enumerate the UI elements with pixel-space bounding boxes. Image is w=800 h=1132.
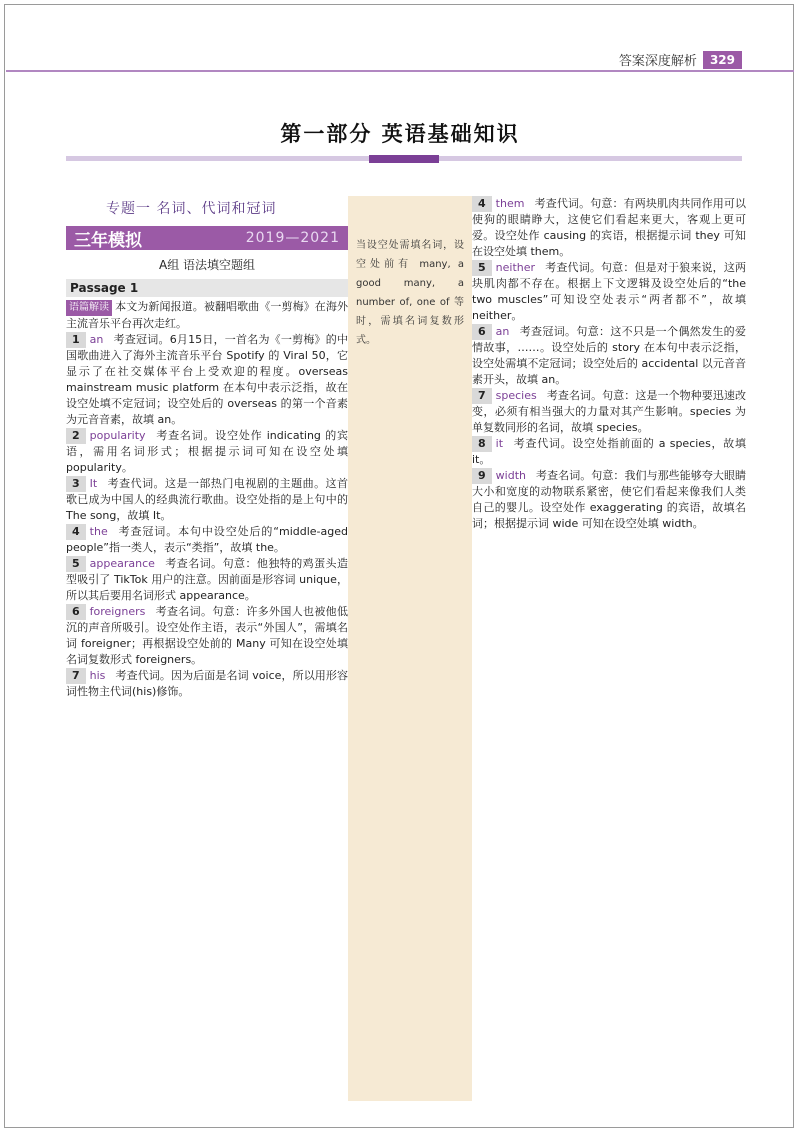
item-explanation: 考查代词。设空处指前面的 a species，故填 it。: [472, 437, 746, 466]
item-answer: his: [89, 669, 106, 682]
item-number: 2: [66, 428, 86, 444]
page-number: 329: [703, 51, 742, 69]
item-explanation: 考查代词。这是一部热门电视剧的主题曲。这首歌已成为中国人的经典流行歌曲。设空处指的是上句中的 The song，故填 It。: [66, 477, 348, 522]
section-banner: [66, 226, 348, 250]
header-rule: [6, 70, 794, 72]
item-answer: popularity: [89, 429, 146, 442]
item-explanation: 考查名词。句意：这是一个物种要迅速改变，必须有相当强大的力量对其产生影响。species 为单复数同形的名词，故填 species。: [472, 389, 746, 434]
intro-tag: 语篇解读: [66, 300, 112, 316]
group-title: A组 语法填空题组: [158, 258, 256, 272]
item-number: 5: [66, 556, 86, 572]
item-answer: it: [495, 437, 504, 450]
item-answer: species: [495, 389, 537, 402]
item-number: 6: [472, 324, 492, 340]
answer-item: [66, 556, 348, 604]
item-explanation: 考查名词。句意：他独特的鸡蛋头造型吸引了 TikTok 用户的注意。因前面是形容词 unique，所以其后要用名词形式 appearance。: [66, 557, 348, 602]
item-explanation: 考查名词。句意：我们与那些能够夸大眼睛大小和宽度的动物联系紧密，使它们看起来像我们人类自己的婴儿。设空处作 exaggerating 的宾语，故填名词；根据提示词 wide 可知在设空处填 width。: [472, 469, 746, 530]
item-explanation: 考查代词。句意：但是对于狼来说，这两块肌肉都不存在。根据上下文逻辑及设空处后的“the two muscles”可知设空处表示“两者都不”，故填 neither。: [472, 261, 746, 322]
answer-item: [66, 428, 348, 476]
answer-item: [66, 524, 348, 556]
answer-item: [66, 604, 348, 668]
item-explanation: 考查代词。句意：有两块肌肉共同作用可以使狗的眼睛睁大，这使它们看起来更大，客观上更可爱。设空处作 causing 的宾语，根据提示词 they 可知在设空处填 them。: [472, 197, 746, 258]
header-label: 答案深度解析: [618, 54, 697, 69]
answer-item: [472, 468, 746, 532]
item-explanation: 考查名词。句意：许多外国人也被他低沉的声音所吸引。设空处作主语，表示“外国人”，需填名词 foreigner；再根据设空处前的 Many 可知在设空处填名词复数形式 foreigners。: [66, 605, 348, 666]
item-explanation: 考查冠词。6月15日，一首名为《一剪梅》的中国歌曲进入了海外主流音乐平台 Spotify 的 Viral 50，它显示了在社交媒体平台上受欢迎的程度。overseas mainstream music platform 在本句中表示泛指，故在设空处填不定冠词；设空处后的 overseas 的第一个音素为元音音素，故填 an。: [66, 333, 348, 426]
margin-notes-column: [348, 196, 472, 1101]
passage-intro: [66, 299, 348, 332]
item-number: 9: [472, 468, 492, 484]
item-explanation: 考查冠词。本句中设空处后的“middle-aged people”指一类人，表示“类指”，故填 the。: [66, 525, 348, 554]
chapter-title: 第一部分 英语基础知识: [280, 121, 520, 146]
item-answer: appearance: [89, 557, 155, 570]
answer-item: [472, 388, 746, 436]
passage-title: Passage 1: [66, 279, 348, 297]
right-column: [472, 196, 746, 532]
item-number: 7: [472, 388, 492, 404]
item-explanation: 考查代词。因为后面是名词 voice，所以用形容词性物主代词(his)修饰。: [66, 669, 348, 698]
intro-text: 本文为新闻报道。被翻唱歌曲《一剪梅》在海外主流音乐平台再次走红。: [66, 300, 348, 330]
answer-item: [66, 332, 348, 428]
margin-note: 当设空处需填名词，设空处前有 many, a good many, a number of, one of 等时，需填名词复数形式。: [356, 240, 464, 346]
answer-item: [472, 324, 746, 388]
item-answer: an: [89, 333, 104, 346]
chapter-underline-accent: [369, 155, 439, 163]
item-number: 4: [472, 196, 492, 212]
page-header: [619, 50, 742, 69]
answer-item: [472, 436, 746, 468]
chapter-underline: [66, 156, 742, 161]
item-answer: foreigners: [89, 605, 146, 618]
answer-item: [66, 668, 348, 700]
answer-item: [472, 260, 746, 324]
item-explanation: 考查冠词。句意：这不只是一个偶然发生的爱情故事，……。设空处后的 story 在本句中表示泛指，设空处需填不定冠词；设空处后的 accidental 以元音音素开头，故填 an。: [472, 325, 746, 386]
item-answer: width: [495, 469, 526, 482]
item-number: 1: [66, 332, 86, 348]
left-column: [66, 198, 348, 700]
item-explanation: 考查名词。设空处作 indicating 的宾语，需用名词形式；根据提示词可知在设空处填 popularity。: [66, 429, 348, 474]
topic-title: 专题一 名词、代词和冠词: [106, 201, 277, 217]
item-number: 5: [472, 260, 492, 276]
item-number: 3: [66, 476, 86, 492]
item-answer: It: [89, 477, 98, 490]
item-answer: the: [89, 525, 108, 538]
item-answer: an: [495, 325, 510, 338]
item-number: 4: [66, 524, 86, 540]
item-number: 7: [66, 668, 86, 684]
item-answer: neither: [495, 261, 536, 274]
answer-item: [472, 196, 746, 260]
item-number: 6: [66, 604, 86, 620]
banner-title: 三年模拟: [74, 230, 142, 251]
item-answer: them: [495, 197, 525, 210]
item-number: 8: [472, 436, 492, 452]
banner-years: 2019—2021: [245, 230, 340, 246]
answer-item: [66, 476, 348, 524]
